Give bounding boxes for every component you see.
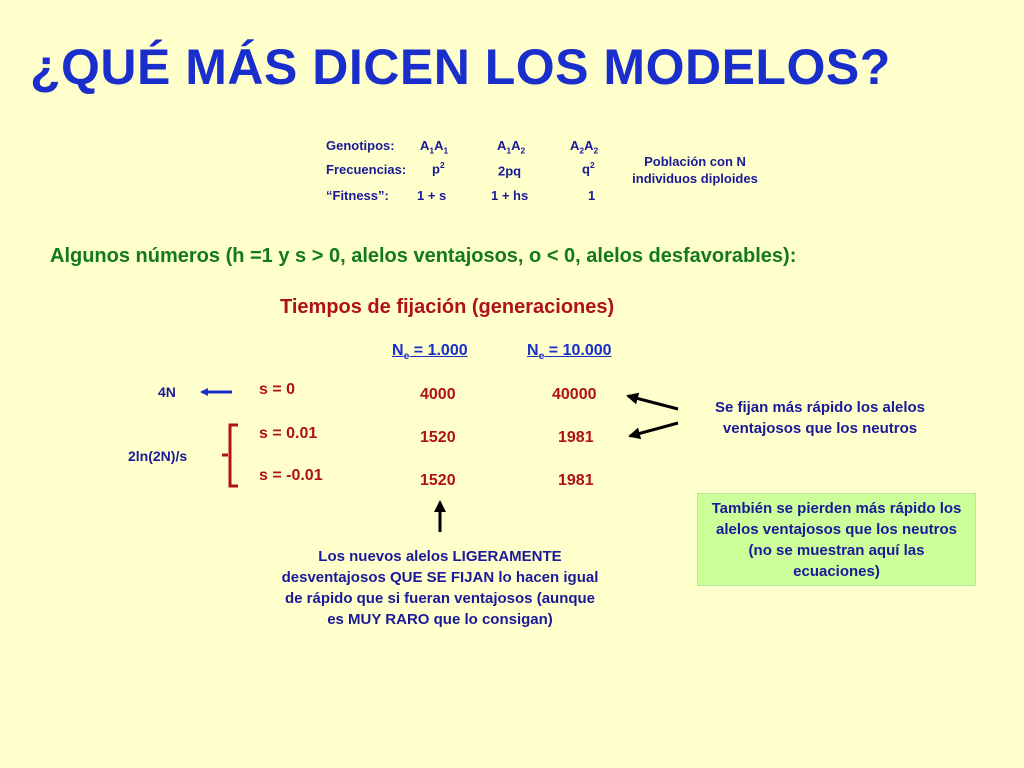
note-box-loss: También se pierden más rápido los alelos ventajosos que los neutros (no se muestran aquí las ecuaciones) bbox=[697, 493, 976, 586]
value-s0-ne10000: 40000 bbox=[552, 386, 597, 403]
page-title: ¿QUÉ MÁS DICEN LOS MODELOS? bbox=[30, 39, 891, 95]
fitness-a1a1: 1 + s bbox=[417, 188, 447, 203]
value-s0-ne1000: 4000 bbox=[420, 386, 456, 403]
genotype-a1a1: $A_1A_1$ bbox=[420, 138, 449, 156]
arrow-to-1981 bbox=[630, 423, 678, 436]
value-s001-ne10000: 1981 bbox=[558, 429, 594, 446]
fitness-a1a2: 1 + hs bbox=[491, 188, 529, 203]
row-label-s001: s = 0.01 bbox=[259, 425, 318, 442]
note-slightly-deleterious: Los nuevos alelos LIGERAMENTE desventajosos QUE SE FIJAN lo hacen igual de rápido que si fueran ventajosos (aunque es MUY RARO que lo consigan) bbox=[281, 548, 599, 628]
frequency-q2: $q^2$ bbox=[582, 160, 595, 177]
arrow-to-40000 bbox=[628, 396, 678, 409]
row-label-fitness: “Fitness”: bbox=[326, 188, 389, 203]
column-header-ne-1000: $N_e = 1.000$ bbox=[392, 342, 468, 363]
value-s001-ne1000: 1520 bbox=[420, 429, 456, 446]
frequency-p2: $p^2$ bbox=[432, 160, 445, 177]
value-s-001-ne1000: 1520 bbox=[420, 472, 456, 489]
population-note: Población con N individuos diploides bbox=[632, 154, 758, 186]
row-label-s0: s = 0 bbox=[259, 381, 296, 398]
fixation-title: Tiempos de fijación (generaciones) bbox=[280, 296, 615, 318]
row-label-genotypes: Genotipos: bbox=[326, 138, 395, 153]
column-header-ne-10000: $N_e = 10.000$ bbox=[527, 342, 612, 363]
genotype-a1a2: $A_1A_2$ bbox=[497, 138, 526, 156]
row-label-frequencies: Frecuencias: bbox=[326, 162, 407, 177]
row-label-s-001: s = -0.01 bbox=[259, 467, 323, 484]
bracket-selected bbox=[230, 425, 238, 486]
formula-selected: 2ln(2N)/s bbox=[128, 448, 188, 464]
formula-neutral: 4N bbox=[158, 384, 176, 400]
frequency-2pq: 2pq bbox=[498, 163, 522, 179]
numbers-heading: Algunos números (h =1 y s > 0, alelos ventajosos, o < 0, alelos desfavorables): bbox=[50, 245, 797, 267]
note-faster-fixation: Se fijan más rápido los alelos ventajosos que los neutros bbox=[714, 399, 926, 437]
fitness-a2a2: 1 bbox=[588, 188, 596, 203]
genotype-a2a2: $A_2A_2$ bbox=[570, 138, 599, 156]
value-s-001-ne10000: 1981 bbox=[558, 472, 594, 489]
